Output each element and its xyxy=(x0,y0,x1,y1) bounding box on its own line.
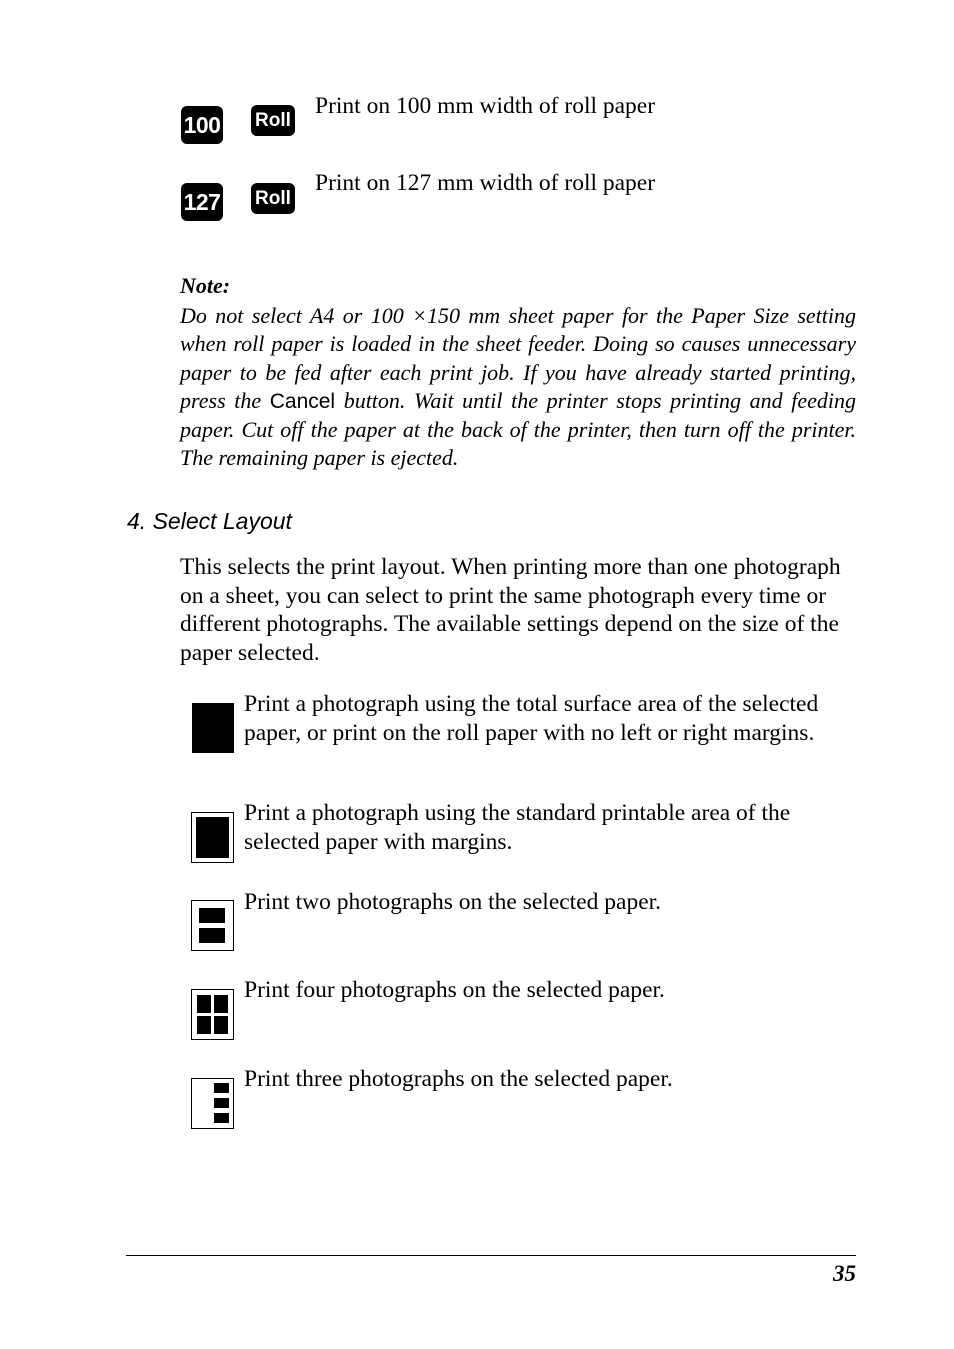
note-text-after: button. Wait until the printer stops printing and feeding paper. Cut off the paper at the back of the printer, then turn off the printer. The remaining paper is ejected. xyxy=(180,387,856,471)
two-up-layout-icon xyxy=(191,900,234,951)
roll-option-127-text: Print on 127 mm width of roll paper xyxy=(315,170,656,196)
note-text-before: Do not select A4 or 100 ×150 mm sheet paper for the Paper Size setting when roll paper is loaded in the sheet feeder. Doing so causes unnecessary paper to be fed after each print job. If you have already started printing, press the xyxy=(180,303,856,413)
cancel-button-label: Cancel xyxy=(269,389,336,413)
with-margins-layout-icon xyxy=(191,812,234,863)
three-up-layout-icon xyxy=(191,1078,234,1129)
section-intro: This selects the print layout. When printing more than one photograph on a sheet, you can select to print the same photograph every time or different photographs. The available settings depend on the size of the paper selected. xyxy=(180,554,841,666)
size-100-icon: 100 xyxy=(181,106,223,144)
layout-four-text: Print four photographs on the selected paper. xyxy=(244,977,665,1003)
note-body xyxy=(180,302,856,473)
page-number: 35 xyxy=(833,1261,856,1286)
borderless-layout-icon xyxy=(192,703,234,753)
layout-margins-text: Print a photograph using the standard printable area of the selected paper with margins. xyxy=(244,800,791,855)
size-127-icon: 127 xyxy=(181,183,223,221)
roll-option-100-text: Print on 100 mm width of roll paper xyxy=(315,93,656,119)
note-title: Note: xyxy=(180,273,231,298)
layout-borderless-text: Print a photograph using the total surface area of the selected paper, or print on the roll paper with no left or right margins. xyxy=(244,691,819,746)
layout-three-text: Print three photographs on the selected paper. xyxy=(244,1066,673,1092)
section-heading: 4. Select Layout xyxy=(127,508,292,534)
layout-two-text: Print two photographs on the selected paper. xyxy=(244,889,662,915)
roll-icon: Roll xyxy=(251,183,295,214)
footer-rule xyxy=(126,1255,856,1256)
four-up-layout-icon xyxy=(191,989,234,1040)
roll-icon: Roll xyxy=(251,105,295,136)
